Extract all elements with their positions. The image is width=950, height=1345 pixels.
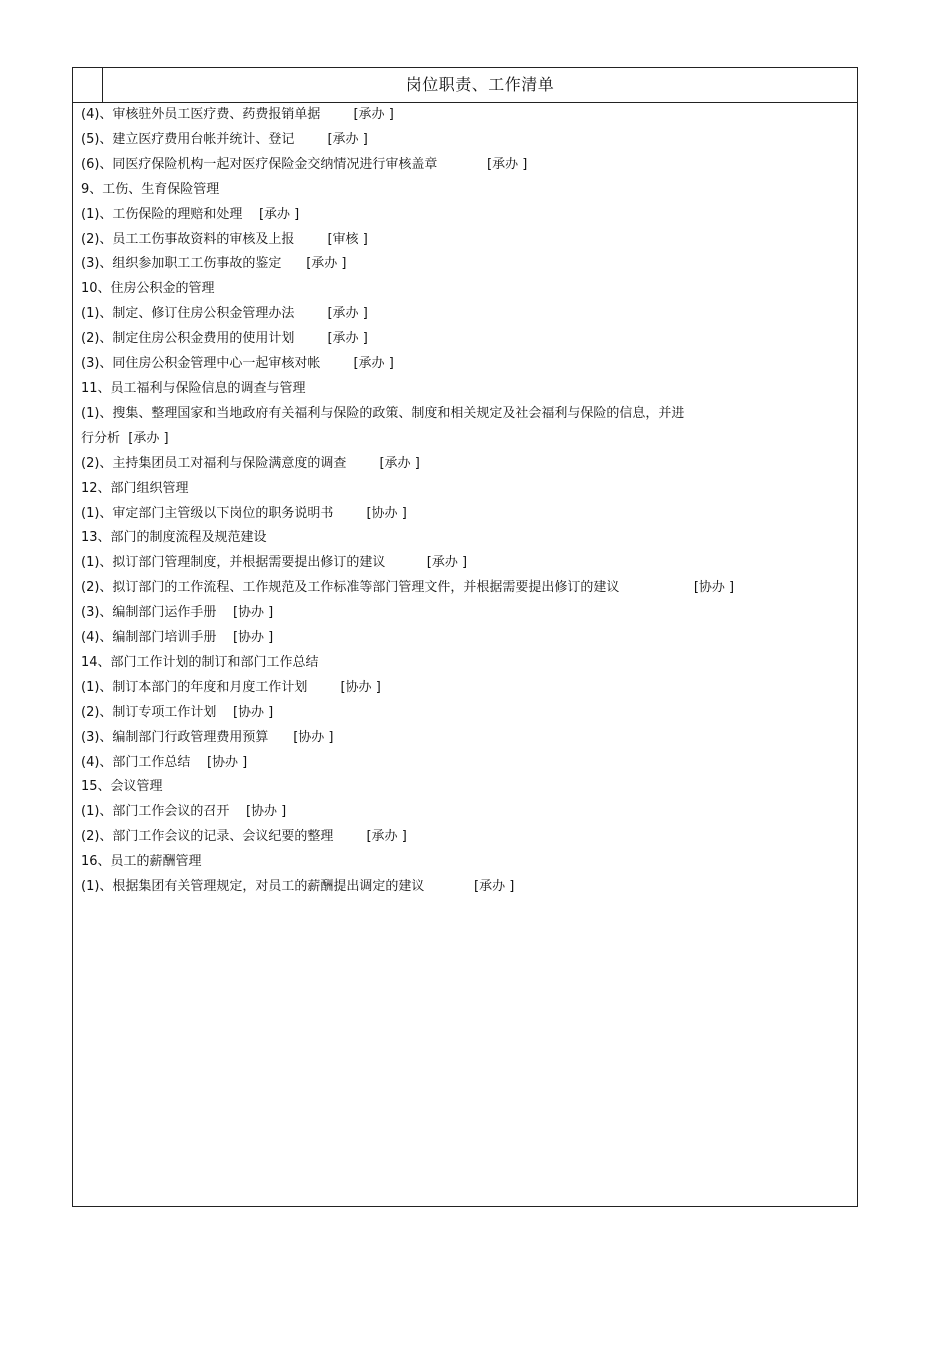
duty-item bbox=[81, 502, 846, 527]
duty-section-heading bbox=[81, 775, 846, 800]
duty-role-tag: [审核 ] bbox=[327, 231, 368, 247]
duty-role-tag: [协办 ] bbox=[232, 605, 274, 621]
duty-item bbox=[81, 576, 846, 601]
duty-text: 15、会议管理 bbox=[81, 779, 163, 795]
duty-role-tag: [协办 ] bbox=[366, 505, 407, 521]
duty-item bbox=[81, 228, 846, 253]
duty-gap bbox=[320, 356, 353, 371]
duty-text: 行分析 bbox=[81, 430, 121, 446]
duty-text: (3)、同住房公积金管理中心一起审核对帐 bbox=[81, 356, 321, 372]
duty-section-heading bbox=[81, 651, 846, 676]
duty-role-tag: [承办 ] bbox=[426, 555, 468, 571]
duty-role-tag: [承办 ] bbox=[306, 256, 347, 272]
duty-section-heading bbox=[81, 526, 846, 551]
duty-text: 10、住房公积金的管理 bbox=[81, 281, 215, 297]
duty-gap bbox=[333, 829, 366, 844]
duty-gap bbox=[281, 256, 306, 271]
duty-gap bbox=[294, 331, 327, 346]
duty-item bbox=[81, 726, 846, 751]
duty-text: 9、工伤、生育保险管理 bbox=[81, 181, 220, 197]
duty-text: (1)、审定部门主管级以下岗位的职务说明书 bbox=[81, 505, 334, 521]
duty-text: (2)、部门工作会议的记录、会议纪要的整理 bbox=[81, 829, 334, 845]
duty-item bbox=[81, 252, 846, 277]
header-empty-cell bbox=[73, 68, 103, 102]
duty-gap bbox=[385, 555, 426, 570]
duty-gap bbox=[216, 605, 233, 620]
duty-text: 13、部门的制度流程及规范建设 bbox=[81, 530, 267, 546]
duty-role-tag: [承办 ] bbox=[353, 356, 394, 372]
duty-item bbox=[81, 701, 846, 726]
duty-text: (5)、建立医疗费用台帐并统计、登记 bbox=[81, 131, 295, 147]
duty-gap bbox=[333, 506, 366, 521]
duty-role-tag: [协办 ] bbox=[693, 580, 735, 596]
duty-item bbox=[81, 751, 846, 776]
duty-role-tag: [承办 ] bbox=[128, 430, 169, 446]
duty-text: (3)、编制部门运作手册 bbox=[81, 605, 217, 621]
duty-gap bbox=[216, 705, 233, 720]
duty-gap bbox=[216, 630, 233, 645]
duty-gap bbox=[294, 232, 327, 247]
table-title: 岗位职责、工作清单 bbox=[405, 75, 555, 94]
duty-role-tag: [承办 ] bbox=[366, 829, 407, 845]
duty-role-tag: [承办 ] bbox=[487, 156, 528, 172]
duty-role-tag: [协办 ] bbox=[206, 754, 248, 770]
duty-list bbox=[81, 103, 846, 900]
duty-role-tag: [协办 ] bbox=[293, 729, 334, 745]
duty-gap bbox=[346, 456, 379, 471]
duty-text: 11、员工福利与保险信息的调查与管理 bbox=[81, 380, 306, 396]
duty-item bbox=[81, 626, 846, 651]
duty-gap bbox=[229, 804, 246, 819]
duty-item bbox=[81, 327, 846, 352]
duty-text: (1)、拟订部门管理制度，并根据需要提出修订的建议 bbox=[81, 555, 386, 571]
duty-gap bbox=[268, 730, 293, 745]
duty-text: (1)、根据集团有关管理规定，对员工的薪酬提出调定的建议 bbox=[81, 879, 425, 895]
duty-section-heading bbox=[81, 377, 846, 402]
duty-gap bbox=[619, 580, 693, 595]
duty-text: (1)、搜集、整理国家和当地政府有关福利与保险的政策、制度和相关规定及社会福利与保险的信息，并进 bbox=[81, 405, 685, 421]
duty-text: (2)、主持集团员工对福利与保险满意度的调查 bbox=[81, 455, 347, 471]
duty-section-heading bbox=[81, 277, 846, 302]
duty-item bbox=[81, 601, 846, 626]
duty-item bbox=[81, 452, 846, 477]
duty-role-tag: [协办 ] bbox=[232, 704, 274, 720]
duty-gap bbox=[437, 157, 487, 172]
duty-item bbox=[81, 352, 846, 377]
table-header-row bbox=[73, 68, 857, 103]
duty-role-tag: [承办 ] bbox=[327, 331, 368, 347]
duty-text: 14、部门工作计划的制订和部门工作总结 bbox=[81, 654, 319, 670]
duty-section-heading bbox=[81, 477, 846, 502]
duty-gap bbox=[307, 680, 340, 695]
duty-item bbox=[81, 427, 846, 452]
duty-role-tag: [承办 ] bbox=[353, 107, 394, 122]
duty-section-heading bbox=[81, 402, 846, 427]
duty-text: (3)、编制部门行政管理费用预算 bbox=[81, 729, 269, 745]
duty-text: (1)、制订本部门的年度和月度工作计划 bbox=[81, 679, 308, 695]
duty-gap bbox=[320, 107, 353, 122]
duty-item bbox=[81, 800, 846, 825]
duty-item bbox=[81, 551, 846, 576]
duty-text: (4)、审核驻外员工医疗费、药费报销单据 bbox=[81, 107, 321, 122]
duty-text: (3)、组织参加职工工伤事故的鉴定 bbox=[81, 256, 282, 272]
duty-gap bbox=[424, 879, 474, 894]
duty-item bbox=[81, 676, 846, 701]
duty-gap bbox=[294, 132, 327, 147]
duty-text: (2)、员工工伤事故资料的审核及上报 bbox=[81, 231, 295, 247]
duty-role-tag: [承办 ] bbox=[327, 306, 368, 322]
duty-text: (1)、工伤保险的理赔和处理 bbox=[81, 206, 243, 222]
duty-text: (2)、制订专项工作计划 bbox=[81, 704, 217, 720]
duty-item bbox=[81, 153, 846, 178]
duty-gap bbox=[294, 306, 327, 321]
responsibility-table bbox=[72, 67, 858, 1207]
duty-text: (6)、同医疗保险机构一起对医疗保险金交纳情况进行审核盖章 bbox=[81, 156, 438, 172]
duty-section-heading bbox=[81, 850, 846, 875]
duty-text: 16、员工的薪酬管理 bbox=[81, 854, 202, 870]
duty-role-tag: [承办 ] bbox=[379, 455, 420, 471]
duty-role-tag: [承办 ] bbox=[258, 206, 300, 222]
duty-text: (2)、拟订部门的工作流程、工作规范及工作标准等部门管理文件，并根据需要提出修订的建议 bbox=[81, 580, 620, 596]
duty-role-tag: [承办 ] bbox=[474, 879, 515, 895]
duty-text: (4)、编制部门培训手册 bbox=[81, 630, 217, 646]
duty-item bbox=[81, 103, 846, 128]
duty-text: (1)、部门工作会议的召开 bbox=[81, 804, 230, 820]
duty-item bbox=[81, 302, 846, 327]
duty-item bbox=[81, 128, 846, 153]
duty-item bbox=[81, 203, 846, 228]
duty-item bbox=[81, 875, 846, 900]
duty-role-tag: [承办 ] bbox=[327, 131, 368, 147]
duty-gap bbox=[190, 755, 207, 770]
duty-text: (1)、制定、修订住房公积金管理办法 bbox=[81, 306, 295, 322]
duty-role-tag: [协办 ] bbox=[232, 630, 274, 646]
duty-gap bbox=[242, 207, 259, 222]
duty-text: 12、部门组织管理 bbox=[81, 480, 189, 496]
duty-role-tag: [协办 ] bbox=[340, 679, 381, 695]
duty-text: (2)、制定住房公积金费用的使用计划 bbox=[81, 331, 295, 347]
duty-section-heading bbox=[81, 178, 846, 203]
duty-role-tag: [协办 ] bbox=[245, 804, 287, 820]
duty-text: (4)、部门工作总结 bbox=[81, 754, 191, 770]
duty-item bbox=[81, 825, 846, 850]
